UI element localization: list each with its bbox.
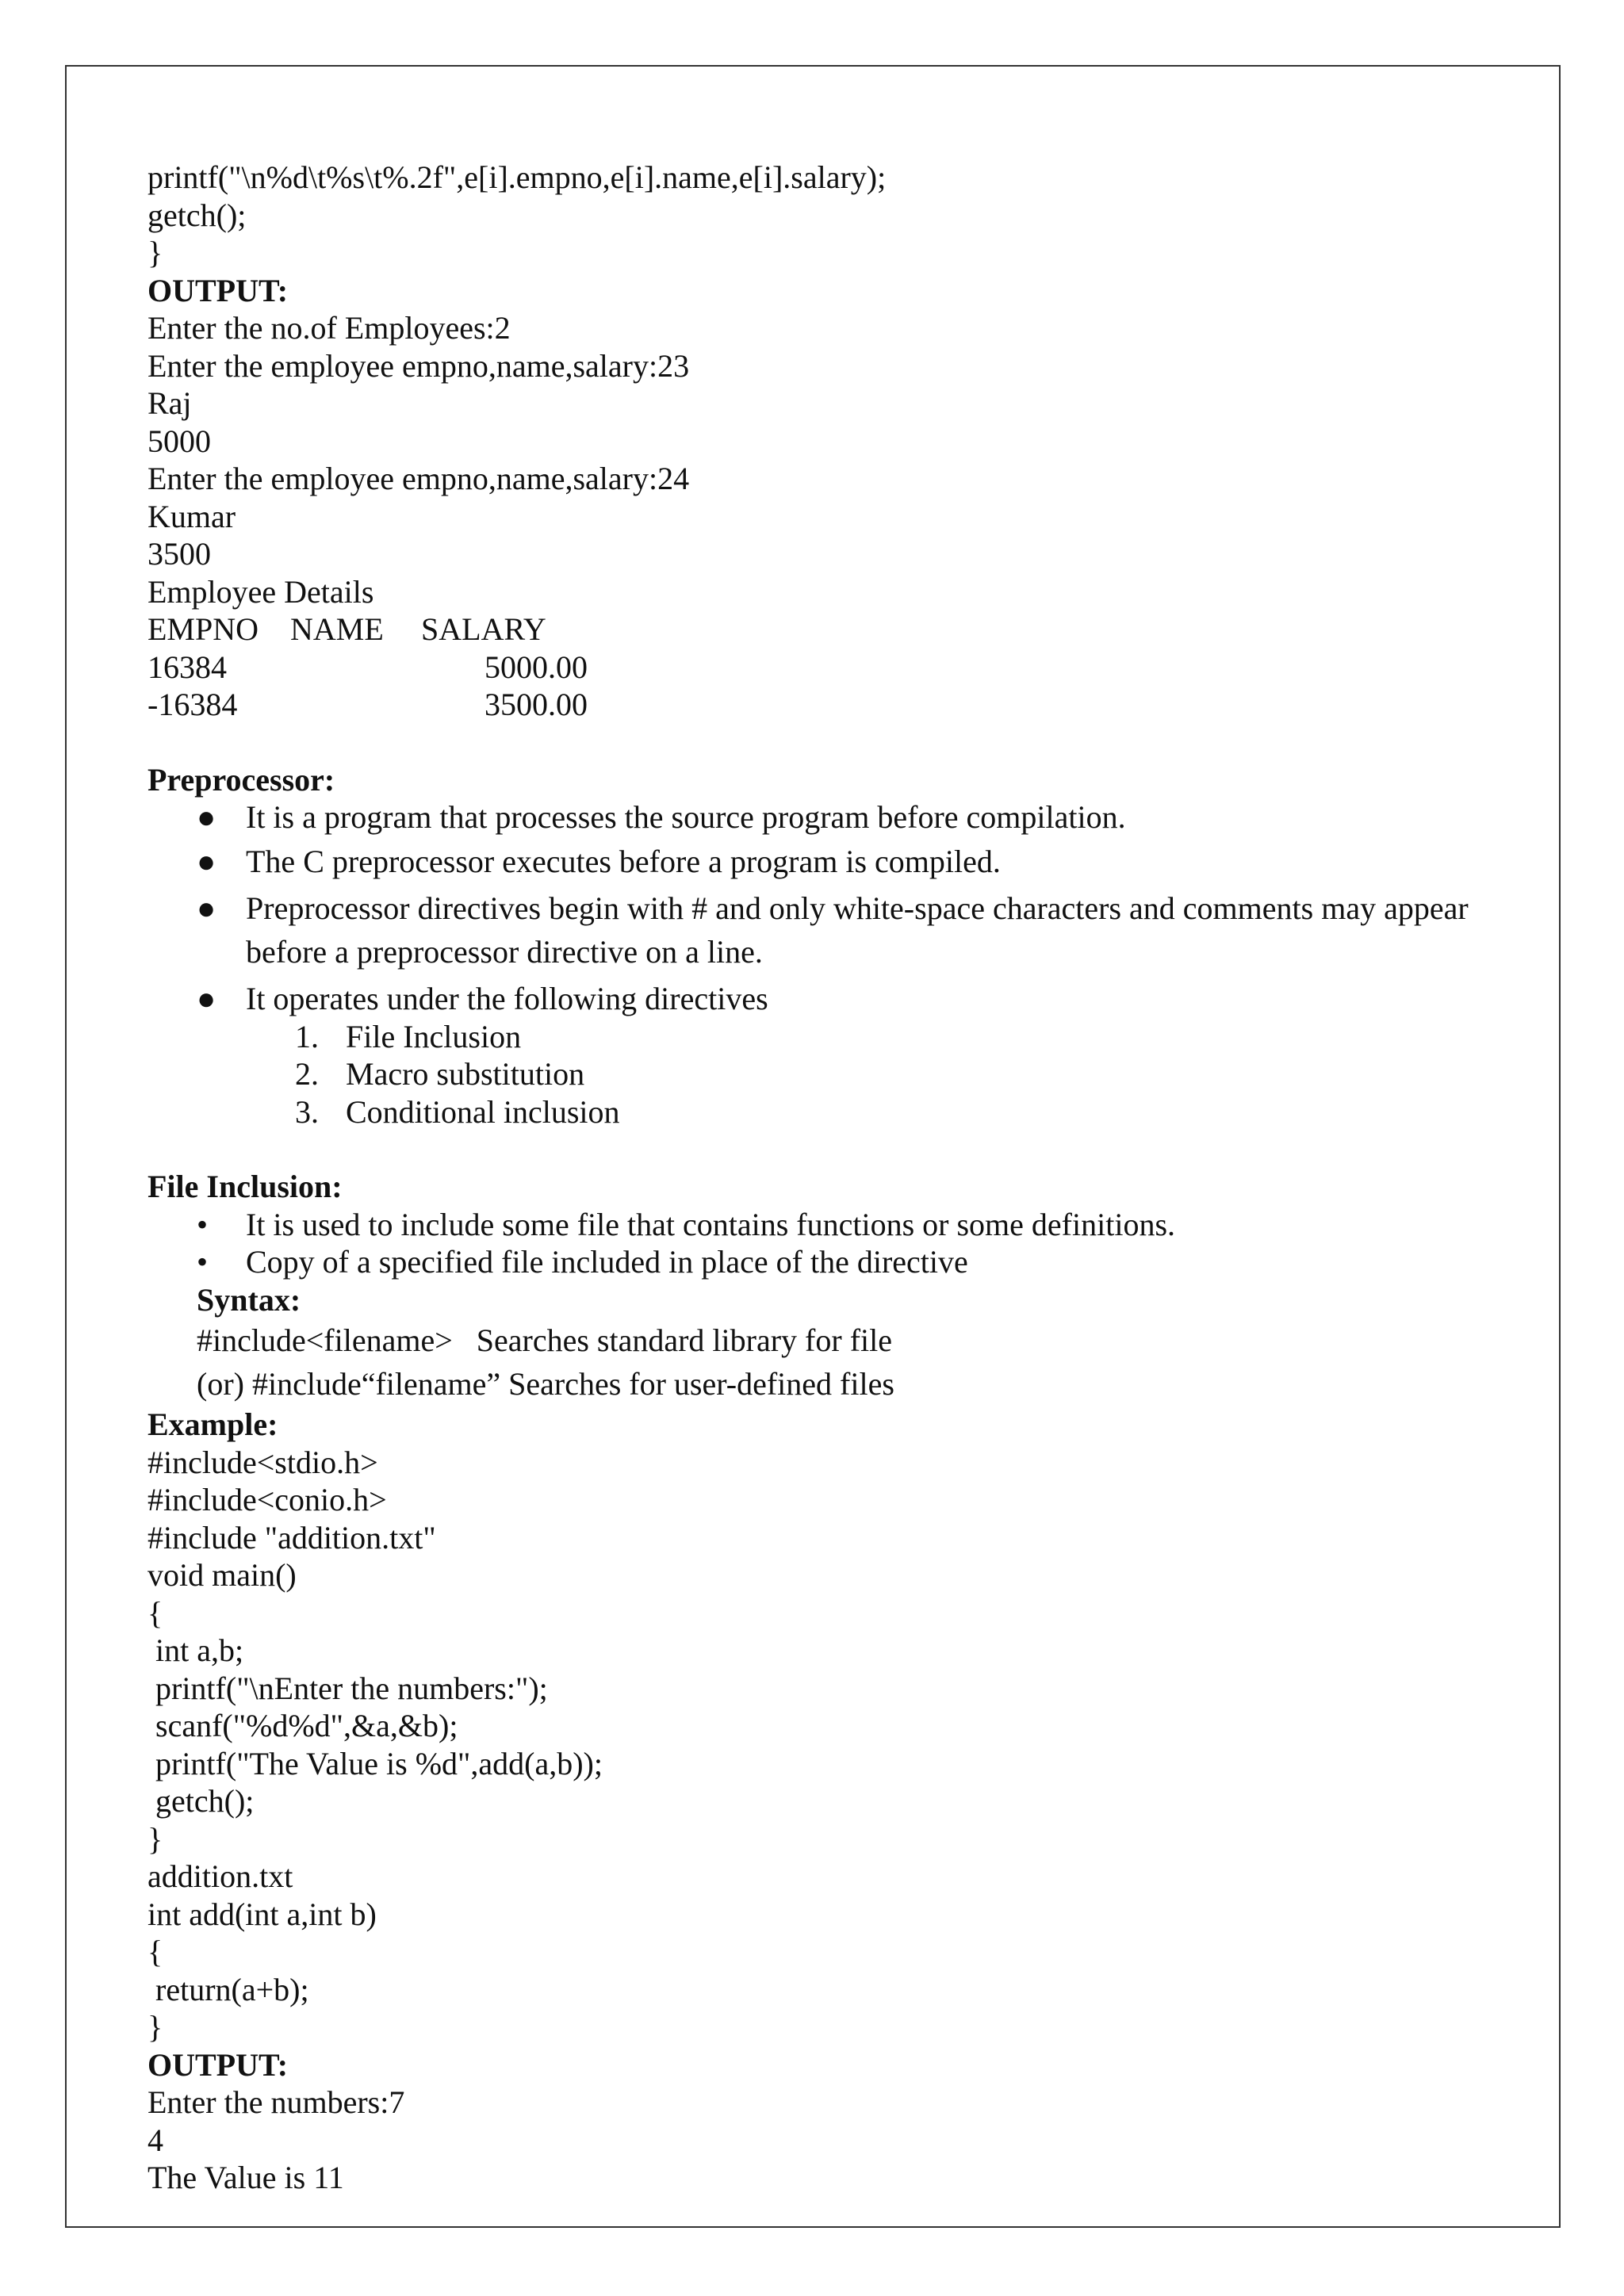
file-inclusion-bullets	[147, 1206, 1496, 1281]
code-line: getch();	[147, 197, 247, 233]
output-line: Raj	[147, 385, 192, 421]
syntax-line: (or) #include“filename” Searches for user-defined files	[197, 1366, 894, 1402]
table-header-row: EMPNO NAME SALARY	[147, 611, 546, 647]
section-heading: Example:	[147, 1406, 278, 1442]
output-line: Employee Details	[147, 573, 374, 610]
list-item: 3. Conditional inclusion	[295, 1093, 620, 1130]
preprocessor-bullets	[147, 798, 1496, 1018]
code-line: int a,b;	[147, 1632, 244, 1668]
output-line: 4	[147, 2122, 163, 2158]
preprocessor-section	[147, 761, 1496, 1131]
code-line: addition.txt	[147, 1858, 293, 1894]
code-line: {	[147, 1934, 163, 1969]
code-top	[147, 159, 1496, 272]
output-section-2	[147, 2046, 1496, 2197]
output-section-1	[147, 272, 1496, 724]
code-line: printf("\nEnter the numbers:");	[147, 1670, 548, 1706]
output-line: Enter the numbers:7	[147, 2084, 405, 2120]
cell-empno: 16384	[147, 649, 227, 685]
column-header-name: NAME	[290, 611, 384, 647]
example-section	[147, 1406, 1496, 2046]
list-item: ● It operates under the following directives	[197, 981, 768, 1016]
code-line: }	[147, 235, 163, 270]
output-line: Kumar	[147, 498, 236, 534]
list-item: ● It is a program that processes the source program before compilation.	[197, 799, 1126, 835]
bullet-icon: •	[197, 1206, 209, 1242]
code-line: #include<stdio.h>	[147, 1444, 378, 1480]
table-row	[147, 649, 1496, 687]
section-heading: File Inclusion:	[147, 1169, 343, 1204]
code-line: printf("The Value is %d",add(a,b));	[147, 1745, 603, 1781]
list-item: 2. Macro substitution	[295, 1056, 585, 1092]
code-line: printf("\n%d\t%s\t%.2f",e[i].empno,e[i].name,e[i].salary);	[147, 159, 887, 195]
output-line: Enter the employee empno,name,salary:24	[147, 461, 690, 496]
output-line: 5000	[147, 423, 211, 459]
code-line: int add(int a,int b)	[147, 1896, 377, 1932]
output-heading: OUTPUT:	[147, 2046, 289, 2083]
output-line: The Value is 11	[147, 2160, 344, 2195]
column-header-empno: EMPNO	[147, 611, 259, 647]
list-item: ● The C preprocessor executes before a program is compiled.	[197, 843, 1001, 879]
cell-empno: -16384	[147, 687, 238, 722]
bullet-icon: ●	[197, 799, 216, 835]
bullet-icon: ●	[197, 981, 216, 1016]
file-inclusion-section	[147, 1168, 1496, 1406]
syntax-line: #include<filename> Searches standard library for file	[197, 1322, 892, 1358]
document-body	[147, 159, 1496, 2197]
output-line: 3500	[147, 536, 211, 572]
code-line: #include<conio.h>	[147, 1482, 387, 1517]
output-heading: OUTPUT:	[147, 272, 289, 308]
bullet-icon: ●	[197, 843, 216, 879]
section-heading: Preprocessor:	[147, 761, 335, 798]
list-item: ● Preprocessor directives begin with # and only white-space characters and comments may appear before a preprocessor directive on a line.	[197, 886, 1496, 974]
code-line: scanf("%d%d",&a,&b);	[147, 1708, 458, 1743]
directive-list	[147, 1018, 1496, 1131]
code-line: void main()	[147, 1557, 297, 1593]
table-row	[147, 686, 1496, 724]
list-item: • Copy of a specified file included in place of the directive	[197, 1244, 968, 1280]
list-item: • It is used to include some file that contains functions or some definitions.	[197, 1206, 1176, 1242]
output-line: Enter the no.of Employees:2	[147, 310, 511, 346]
employee-table	[147, 610, 1496, 724]
syntax-heading: Syntax:	[197, 1281, 301, 1318]
code-line: {	[147, 1594, 163, 1631]
code-line: return(a+b);	[147, 1971, 309, 2007]
cell-salary: 3500.00	[485, 687, 588, 722]
cell-salary: 5000.00	[485, 649, 588, 685]
code-line: #include "addition.txt"	[147, 1519, 436, 1556]
bullet-icon: •	[197, 1244, 209, 1280]
code-line: }	[147, 2009, 163, 2045]
code-line: }	[147, 1820, 163, 1857]
bullet-icon: ●	[197, 890, 216, 926]
output-line: Enter the employee empno,name,salary:23	[147, 347, 690, 384]
list-item: 1. File Inclusion	[295, 1018, 522, 1054]
code-line: getch();	[147, 1783, 255, 1819]
